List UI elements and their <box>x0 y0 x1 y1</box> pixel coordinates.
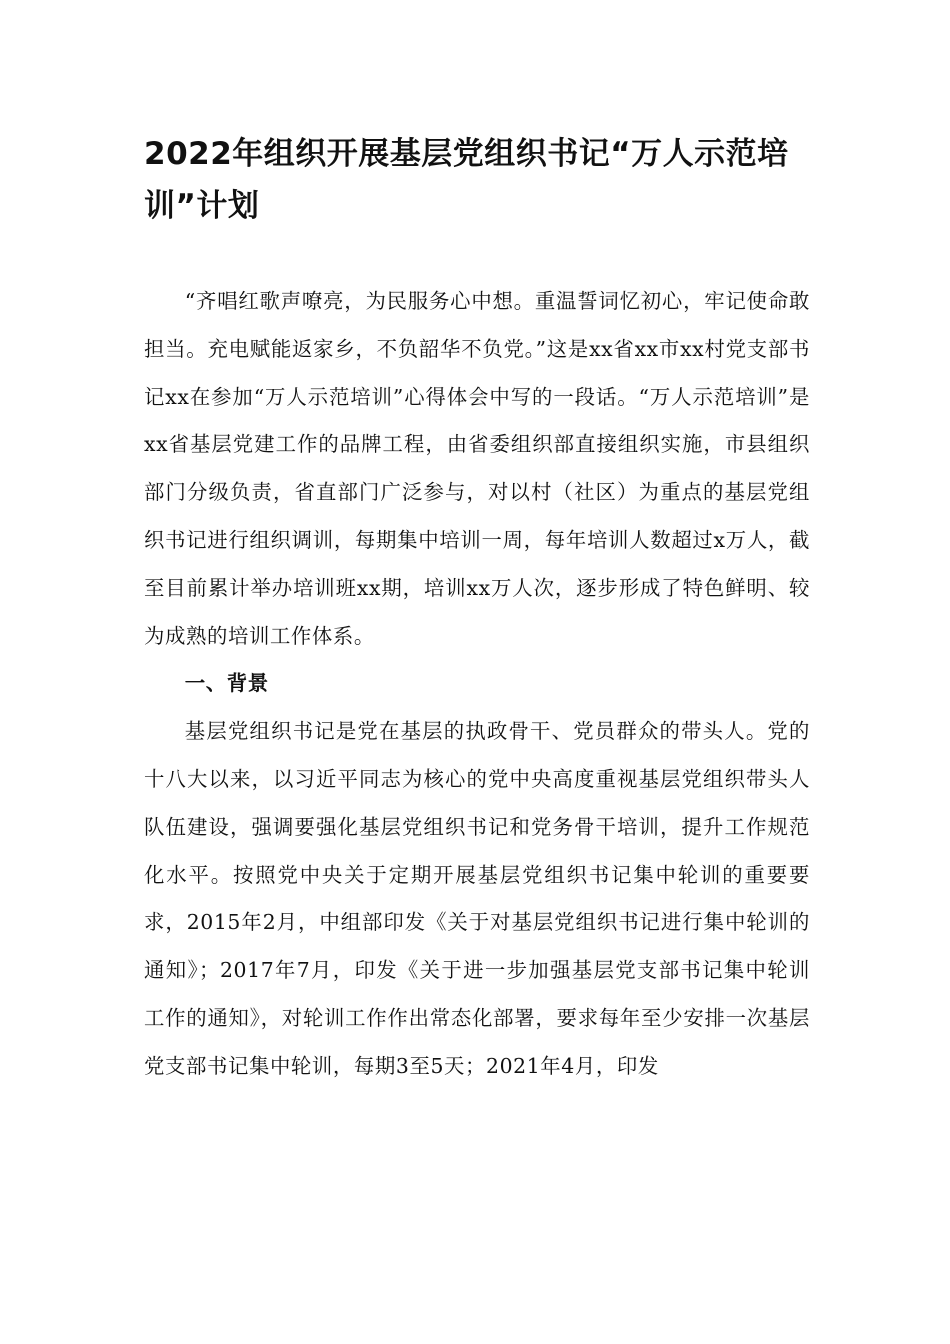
intro-paragraph: “齐唱红歌声嘹亮，为民服务心中想。重温誓词忆初心，牢记使命敢担当。充电赋能返家乡，不负韶华不负党。”这是xx省xx市xx村党支部书记xx在参加“万人示范培训”心得体会中写的一段话。“万人示范培训”是xx省基层党建工作的品牌工程，由省委组织部直接组织实施，市县组织部门分级负责，省直部门广泛参与，对以村（社区）为重点的基层党组织书记进行组织调训，每期集中培训一周，每年培训人数超过x万人，截至目前累计举办培训班xx期，培训xx万人次，逐步形成了特色鲜明、较为成熟的培训工作体系。 <box>144 289 810 648</box>
document-body <box>144 278 810 1091</box>
background-paragraph: 基层党组织书记是党在基层的执政骨干、党员群众的带头人。党的十八大以来，以习近平同志为核心的党中央高度重视基层党组织带头人队伍建设，强调要强化基层党组织书记和党务骨干培训，提升工作规范化水平。按照党中央关于定期开展基层党组织书记集中轮训的重要要求，2015年2月，中组部印发《关于对基层党组织书记进行集中轮训的通知》；2017年7月，印发《关于进一步加强基层党支部书记集中轮训工作的通知》，对轮训工作作出常态化部署，要求每年至少安排一次基层党支部书记集中轮训，每期3至5天；2021年4月，印发 <box>144 719 810 1078</box>
document-title: 2022年组织开展基层党组织书记“万人示范培训”计划 <box>144 136 789 224</box>
section-heading-background: 一、背景 <box>184 671 269 696</box>
